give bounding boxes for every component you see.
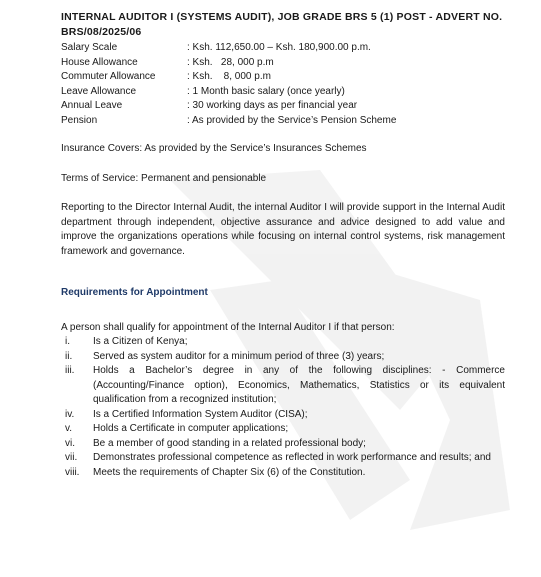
list-item-number: v. bbox=[65, 423, 73, 434]
detail-value: : Ksh. 112,650.00 – Ksh. 180,900.00 p.m. bbox=[187, 42, 371, 53]
list-item-text: Meets the requirements of Chapter Six (6) of the Constitution. bbox=[93, 466, 366, 478]
detail-row bbox=[61, 70, 505, 85]
list-item-number: vii. bbox=[65, 452, 78, 463]
list-item bbox=[61, 335, 505, 350]
list-item bbox=[61, 364, 505, 408]
detail-label: Commuter Allowance bbox=[61, 71, 156, 82]
requirements-list bbox=[61, 335, 505, 480]
list-item-number: iv. bbox=[65, 408, 75, 420]
list-item bbox=[61, 451, 505, 466]
requirements-intro: A person shall qualify for appointment of the Internal Auditor I if that person: bbox=[61, 321, 395, 333]
list-item-number: i. bbox=[65, 336, 70, 347]
detail-label: Leave Allowance bbox=[61, 85, 137, 97]
list-item bbox=[61, 408, 505, 423]
detail-label: Annual Leave bbox=[61, 100, 123, 111]
detail-label: House Allowance bbox=[61, 56, 138, 68]
advert-title: INTERNAL AUDITOR I (SYSTEMS AUDIT), JOB GRADE BRS 5 (1) POST - ADVERT NO. BRS/08/2025/06 bbox=[61, 11, 503, 38]
detail-value: : 1 Month basic salary (once yearly) bbox=[187, 85, 345, 97]
detail-row bbox=[61, 114, 505, 129]
detail-value: : As provided by the Service’s Pension Scheme bbox=[187, 114, 397, 126]
list-item-number: iii. bbox=[65, 365, 75, 376]
list-item bbox=[61, 466, 505, 481]
requirements-heading: Requirements for Appointment bbox=[61, 287, 208, 298]
list-item-text: Be a member of good standing in a related professional body; bbox=[93, 437, 366, 449]
list-item bbox=[61, 422, 505, 437]
detail-value: : Ksh. 28, 000 p.m bbox=[187, 56, 274, 68]
detail-row bbox=[61, 85, 505, 100]
list-item-text: Served as system auditor for a minimum period of three (3) years; bbox=[93, 350, 385, 362]
detail-value: : Ksh. 8, 000 p.m bbox=[187, 71, 271, 82]
list-item-text: Is a Certified Information System Auditor (CISA); bbox=[93, 408, 308, 420]
terms-text: Terms of Service: Permanent and pensionable bbox=[61, 172, 267, 184]
insurance-text: Insurance Covers: As provided by the Service’s Insurances Schemes bbox=[61, 143, 367, 154]
detail-label: Pension bbox=[61, 114, 98, 126]
reporting-paragraph: Reporting to the Director Internal Audit, the internal Auditor I will provide support in the Internal Audit department through independent, objective assurance and advice designed to add value and improve the organizations operations while focusing on internal control systems, risk management framework and governance. bbox=[61, 202, 505, 257]
list-item-text: Is a Citizen of Kenya; bbox=[93, 336, 188, 347]
details-list bbox=[61, 41, 505, 128]
list-item bbox=[61, 350, 505, 365]
detail-row bbox=[61, 41, 505, 56]
detail-row bbox=[61, 56, 505, 71]
list-item-text: Holds a Bachelor’s degree in any of the following disciplines: - Commerce (Accounting/Finance option), Economics, Mathematics, Statistics or its equivalent qualification from a recognized institution; bbox=[93, 365, 505, 405]
list-item-number: viii. bbox=[65, 466, 80, 478]
list-item-text: Demonstrates professional competence as reflected in work performance and results; and bbox=[93, 452, 491, 463]
job-advert bbox=[61, 10, 505, 480]
detail-value: : 30 working days as per financial year bbox=[187, 100, 358, 111]
detail-row bbox=[61, 99, 505, 114]
list-item-number: vi. bbox=[65, 437, 75, 449]
list-item-text: Holds a Certificate in computer applications; bbox=[93, 423, 289, 434]
list-item bbox=[61, 437, 505, 452]
list-item-number: ii. bbox=[65, 350, 73, 362]
detail-label: Salary Scale bbox=[61, 42, 118, 53]
